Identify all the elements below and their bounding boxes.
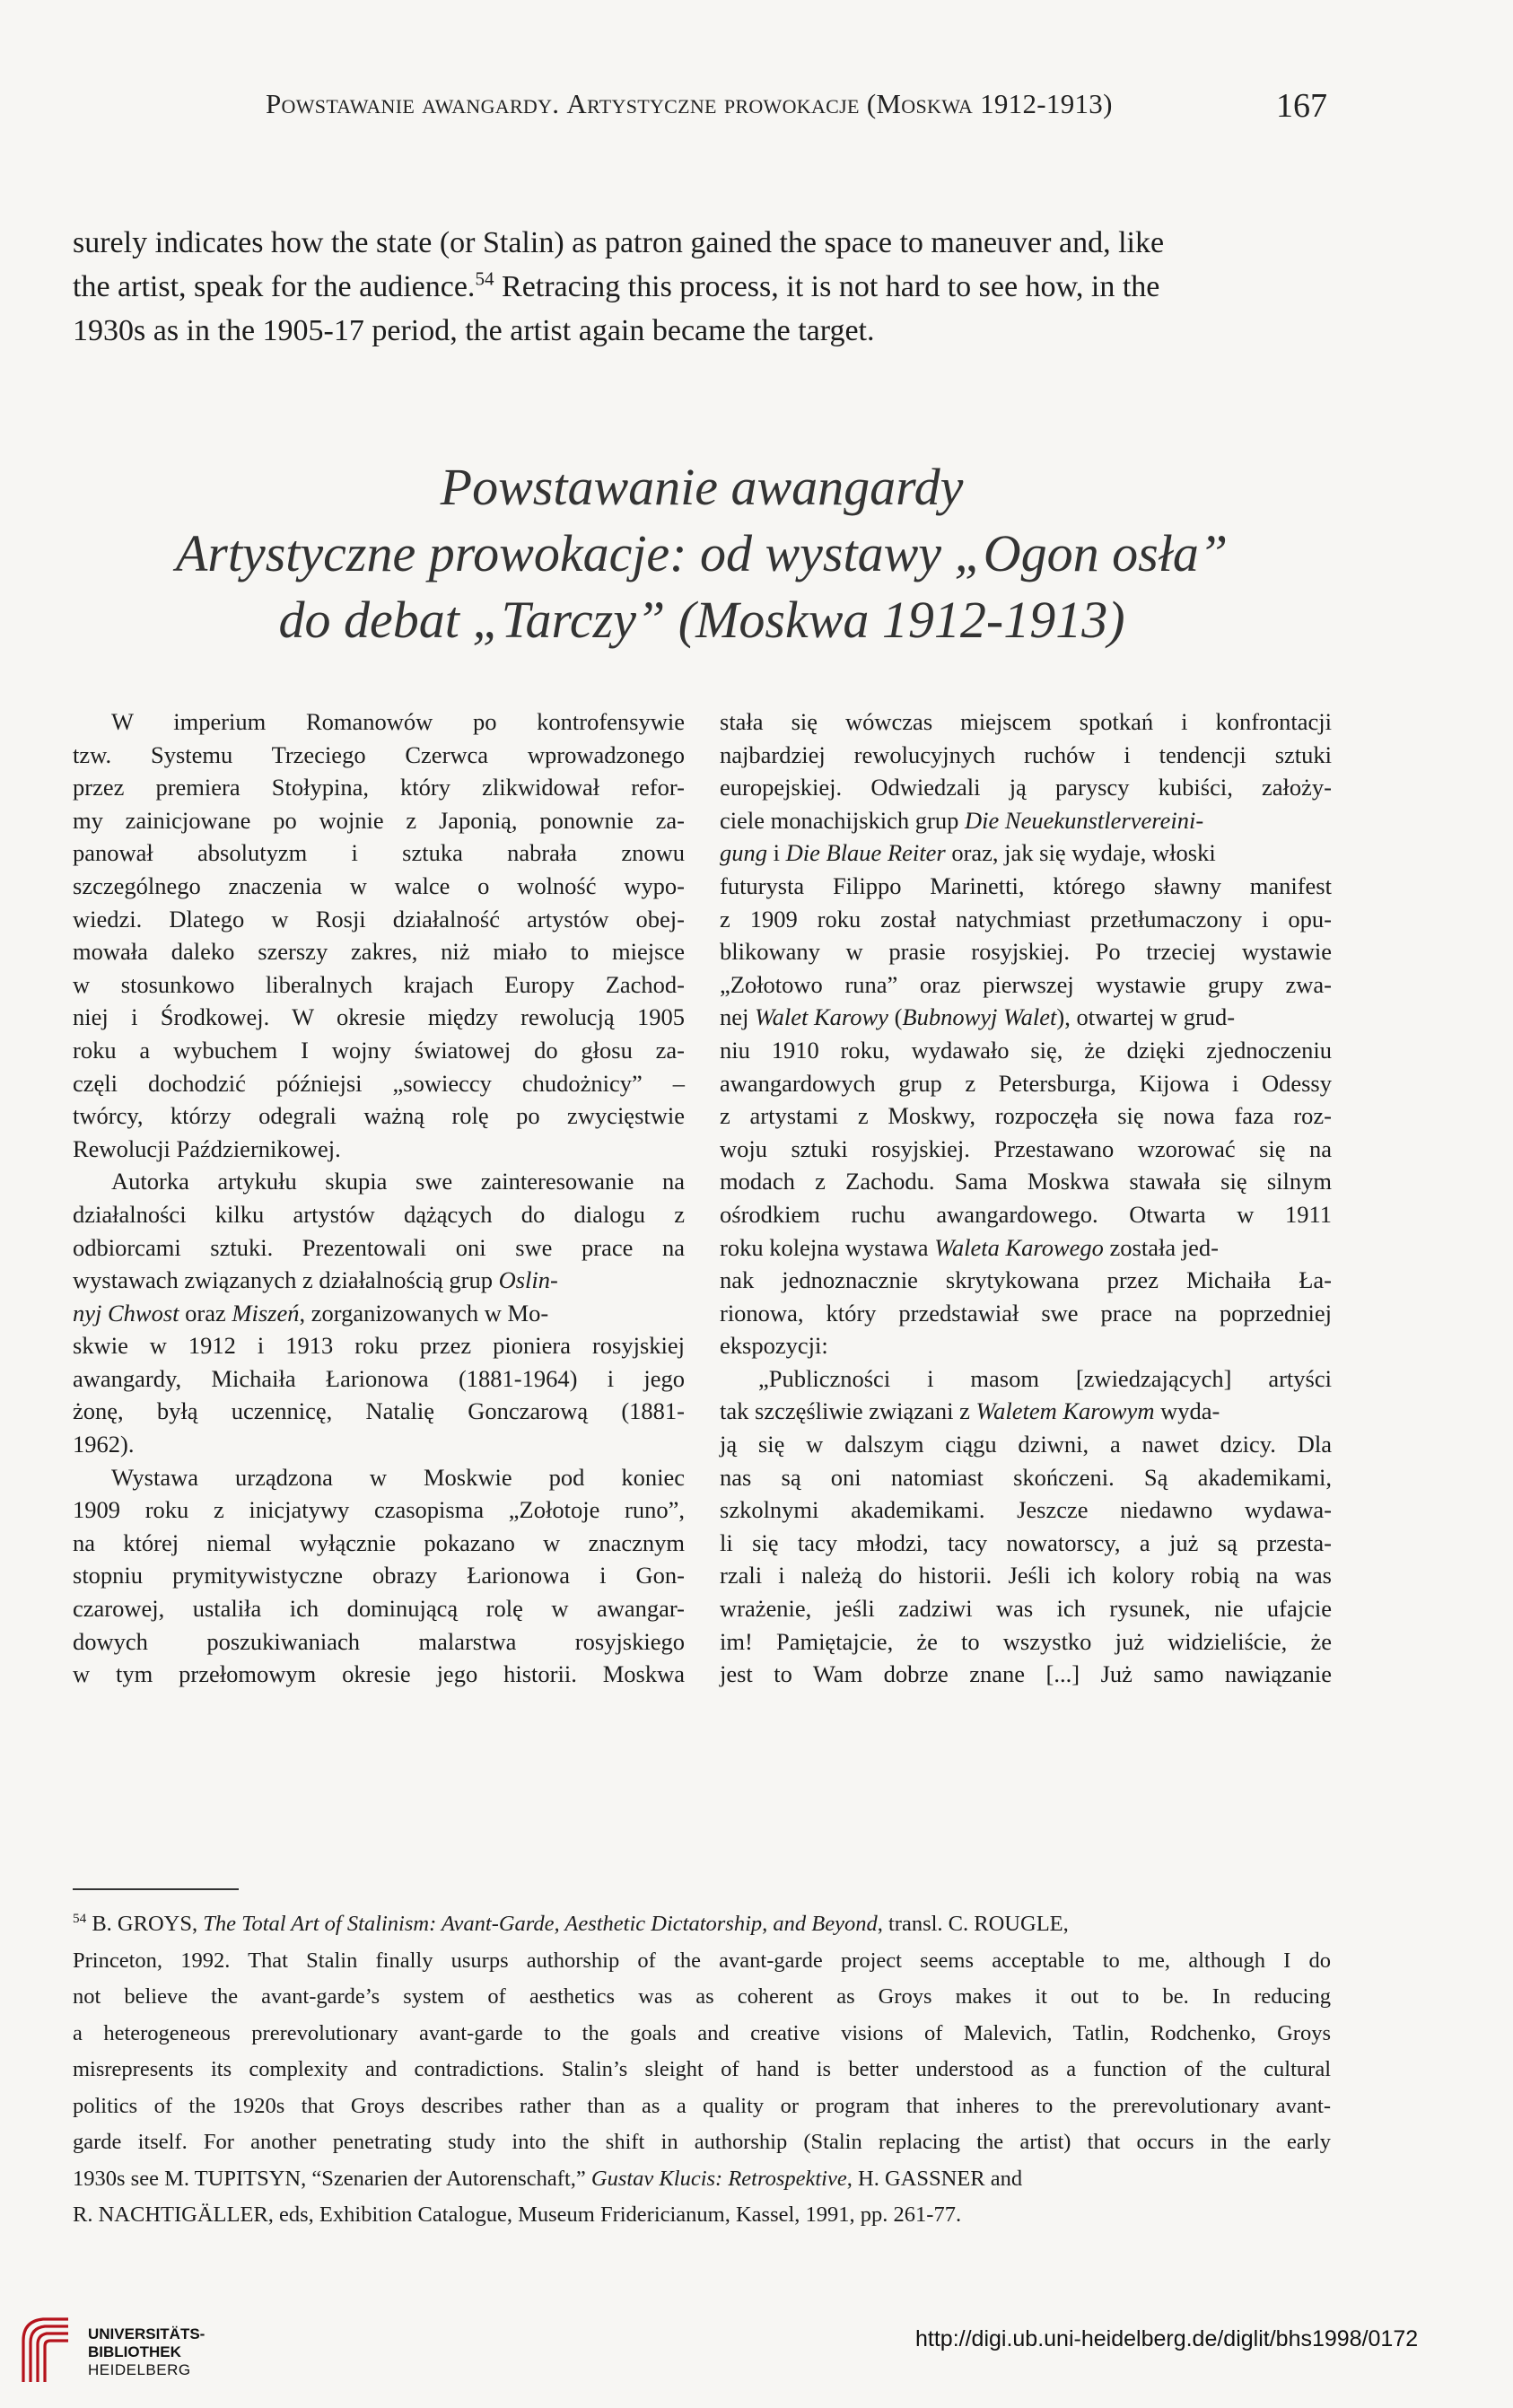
group-name-oslinyj-chwost-cont: nyj Chwost [73, 1299, 179, 1327]
text-line: działalności kilku artystów dążących do dialogu z [73, 1200, 685, 1228]
footnote-line: politics of the 1920s that Groys describes rather than as a quality or program that inheres to the prerevolutionary avant- [73, 2093, 1331, 2118]
footnote-number: 54 [73, 1910, 87, 1926]
text-line: częli dochodzić późniejsi „sowieccy chudożnicy” – [73, 1069, 685, 1097]
text-line: blikowany w prasie rosyjskiej. Po trzeciej wystawie [720, 938, 1332, 966]
text-run: oraz [179, 1299, 232, 1327]
text-line [720, 1231, 1332, 1265]
quote-line: rzali i należą do historii. Jeśli ich kolory robią na was [720, 1562, 1332, 1589]
lead-line-3: 1930s as in the 1905-17 period, the artist again became the target. [73, 314, 875, 347]
text-line [720, 1001, 1332, 1034]
text-line: szczególnego znaczenia w walce o wolność wypo- [73, 871, 685, 899]
footnote-line: a heterogeneous prerevolutionary avant-garde to the goals and creative visions of Malevich, Tatlin, Rodchenko, Groys [73, 2020, 1331, 2045]
text-run: oraz, jak się wydaje, włoski [945, 839, 1216, 867]
lead-line-2-start: the artist, speak for the audience. [73, 270, 476, 303]
quote-line: jest to Wam dobrze znane [...] Już samo nawiązanie [720, 1660, 1332, 1688]
group-name-blaue-reiter: Die Blaue Reiter [785, 839, 946, 867]
text-run: , transl. C. ROUGLE, [877, 1912, 1069, 1936]
footnote-line: garde itself. For another penetrating study into the shift in authorship (Stalin replacing the artist) that occurs in the early [73, 2130, 1331, 2154]
footnote-line: Princeton, 1992. That Stalin finally usurps authorship of the avant-garde project seems acceptable to me, although I do [73, 1948, 1331, 1973]
footnote-line [73, 2161, 1331, 2198]
text-line: ośrodkiem ruchu awangardowego. Otwarta w 1911 [720, 1200, 1332, 1228]
text-line [73, 1297, 685, 1330]
quote-line: wrażenie, jeśli zadziwi was ich rysunek, nie ufajcie [720, 1595, 1332, 1623]
right-column [720, 705, 1332, 1691]
text-run: ), otwartej w grud- [1056, 1003, 1236, 1031]
group-name-neuekunstler-cont: gung [720, 839, 767, 867]
text-line: dowych poszukiwaniach malarstwa rosyjskiego [73, 1627, 685, 1655]
text-line: stopniu prymitywistyczne obrazy Łarionowa i Gon- [73, 1562, 685, 1589]
lead-line-2 [73, 265, 1331, 309]
text-line: w tym przełomowym okresie jego historii. Moskwa [73, 1660, 685, 1688]
running-head-part2: Artystyczne prowokacje [566, 88, 860, 119]
text-run: roku kolejna wystawa [720, 1233, 935, 1261]
library-name-line-1: UNIVERSITÄTS- [88, 2325, 206, 2342]
group-name-miszen: Miszeń [232, 1299, 300, 1327]
text-run: wystawach związanych z działalnością grup [73, 1266, 499, 1294]
text-line: roku a wybuchem I wojny światowej do głosu za- [73, 1036, 685, 1064]
chapter-title-line-3: do debat „Tarczy” (Moskwa 1912-1913) [278, 591, 1125, 649]
text-line: europejskiej. Odwiedzali ją paryscy kubiści, założy- [720, 774, 1332, 801]
group-name-walet-karowy: Walet Karowy [755, 1003, 888, 1031]
text-run: została jed- [1103, 1233, 1219, 1261]
cited-title: The Total Art of Stalinism: Avant-Garde, Aesthetic Dictatorship, and Beyond [203, 1912, 878, 1936]
text-line: W imperium Romanowów po kontrofensywie [111, 708, 685, 735]
text-run: nej [720, 1003, 755, 1031]
text-line: najbardziej rewolucyjnych ruchów i tendencji sztuki [720, 740, 1332, 768]
chapter-title [73, 454, 1331, 653]
text-line: 1909 roku z inicjatywy czasopisma „Zołotoje runo”, [73, 1496, 685, 1524]
footnote-line: not believe the avant-garde’s system of aesthetics was as coherent as Groys makes it out to be. In reducing [73, 1984, 1331, 2009]
chapter-title-line-2: Artystyczne prowokacje: od wystawy „Ogon osła” [175, 524, 1229, 582]
text-line: twórcy, którzy odegrali ważną rolę po zwycięstwie [73, 1102, 685, 1130]
text-line: 1962). [73, 1431, 135, 1458]
footnote-divider [73, 1888, 239, 1890]
quote-line: li się tacy młodzi, tacy nowatorscy, a już są przesta- [720, 1528, 1332, 1556]
text-line: nak jednoznacznie skrytykowana przez Michaiła Ła- [720, 1266, 1332, 1294]
text-run: ciele monachijskich grup [720, 806, 966, 834]
footnote-54 [73, 1906, 1331, 2234]
quote-line: szkolnymi akademikami. Jeszcze niedawno wydawa- [720, 1496, 1332, 1524]
group-name-waleta-karowego: Waleta Karowego [934, 1233, 1104, 1261]
text-line: Autorka artykułu skupia swe zainteresowanie na [111, 1168, 685, 1195]
text-line: awangardy, Michaiła Łarionowa (1881-1964) i jego [73, 1364, 685, 1392]
quote-line: nas są oni natomiast skończeni. Są akademikami, [720, 1463, 1332, 1491]
text-line: ekspozycji: [720, 1332, 828, 1360]
text-line: stała się wówczas miejscem spotkań i konfrontacji [720, 708, 1332, 735]
source-url-link[interactable]: http://digi.ub.uni-heidelberg.de/diglit/bhs1998/0172 [915, 2326, 1419, 2351]
text-line: przez premiera Stołypina, który zlikwidował refor- [73, 774, 685, 801]
group-name-bubnowyj-walet: Bubnowyj Walet [902, 1003, 1057, 1031]
text-line: skwie w 1912 i 1913 roku przez pioniera rosyjskiej [73, 1332, 685, 1360]
text-line: z 1909 roku został natychmiast przetłumaczony i opu- [720, 905, 1332, 933]
text-line: żonę, byłą uczennicę, Natalię Gonczarową (1881- [73, 1397, 685, 1425]
text-line: wiedzi. Dlatego w Rosji działalność artystów obej- [73, 905, 685, 933]
footnote-line [73, 1906, 1331, 1943]
footnote-line: R. NACHTIGÄLLER, eds, Exhibition Catalogue, Museum Fridericianum, Kassel, 1991, pp. 261-77. [73, 2202, 962, 2227]
text-line: tzw. Systemu Trzeciego Czerwca wprowadzonego [73, 740, 685, 768]
text-line: awangardowych grup z Petersburga, Kijowa i Odessy [720, 1069, 1332, 1097]
footnote-ref[interactable]: 54 [475, 267, 494, 290]
group-name-waletem-karowym: Waletem Karowym [975, 1397, 1155, 1425]
text-run: , H. GASSNER and [846, 2166, 1023, 2191]
text-line: „Zołotowo runa” oraz pierwszej wystawie grupy zwa- [720, 970, 1332, 998]
text-line: niej i Środkowej. W okresie między rewolucją 1905 [73, 1003, 685, 1031]
page-number: 167 [1276, 87, 1327, 125]
text-line: niu 1910 roku, wydawało się, że dzięki zjednoczeniu [720, 1036, 1332, 1064]
text-line: odbiorcami sztuki. Prezentowali oni swe prace na [73, 1233, 685, 1261]
text-run: 1930s see M. TUPITSYN, “Szenarien der Autorenschaft,” [73, 2166, 591, 2191]
running-head-part3: (Moskwa 1912-1913) [866, 88, 1113, 119]
text-line: my zainicjowane po wojnie z Japonią, ponownie za- [73, 806, 685, 834]
text-line [720, 804, 1332, 837]
group-name-neuekunstler: Die Neuekunstlervereini- [965, 806, 1204, 834]
text-line [73, 1264, 685, 1297]
lead-line-1: surely indicates how the state (or Stalin) as patron gained the space to maneuver and, like [73, 226, 1165, 259]
text-line: modach z Zachodu. Sama Moskwa stawała się silnym [720, 1168, 1332, 1195]
footnote-line: misrepresents its complexity and contradictions. Stalin’s sleight of hand is better understood as a function of the cultural [73, 2057, 1331, 2081]
text-line: Wystawa urządzona w Moskwie pod koniec [111, 1463, 685, 1491]
cited-title: Gustav Klucis: Retrospektive [590, 2166, 847, 2191]
text-run: tak szczęśliwie związani z [720, 1397, 976, 1425]
quote-line: „Publiczności i masom [zwiedzających] artyści [758, 1364, 1332, 1392]
text-line: mowała daleko szerszy zakres, niż miało to miejsce [73, 938, 685, 966]
text-run: , zorganizowanych w Mo- [299, 1299, 549, 1327]
running-head [266, 88, 1163, 120]
text-line: futurysta Filippo Marinetti, którego sławny manifest [720, 871, 1332, 899]
text-line: Rewolucji Październikowej. [73, 1134, 341, 1162]
library-name-line-2: BIBLIOTHEK [88, 2343, 181, 2360]
text-line [720, 836, 1332, 870]
university-library-logo-icon [18, 2314, 74, 2387]
library-name [88, 2325, 205, 2379]
library-name-line-3: HEIDELBERG [88, 2361, 191, 2378]
text-run: B. GROYS, [86, 1912, 204, 1936]
quote-line: ją się w dalszym ciągu dziwni, a nawet dzicy. Dla [720, 1431, 1332, 1458]
quote-line: im! Pamiętajcie, że to wszystko już widzieliście, że [720, 1627, 1332, 1655]
left-column [73, 705, 685, 1691]
text-run: ( [888, 1003, 903, 1031]
running-head-part1: Powstawanie awangardy. [266, 88, 560, 119]
text-line: woju sztuki rosyjskiej. Przestawano wzorować się na [720, 1134, 1332, 1162]
text-line: panował absolutyzm i sztuka nabrała znowu [73, 839, 685, 867]
text-run: i [767, 839, 786, 867]
text-run: wyda- [1154, 1397, 1220, 1425]
chapter-title-line-1: Powstawanie awangardy [440, 458, 964, 516]
lead-line-2-rest: Retracing this process, it is not hard to see how, in the [494, 270, 1160, 303]
text-line: rionowa, który przedstawiał swe prace na poprzedniej [720, 1299, 1332, 1327]
text-line: z artystami z Moskwy, rozpoczęła się nowa faza roz- [720, 1102, 1332, 1130]
lead-paragraph [73, 221, 1331, 353]
text-line: w stosunkowo liberalnych krajach Europy Zachod- [73, 970, 685, 998]
quote-line [720, 1395, 1332, 1428]
text-line: czarowej, ustaliła ich dominującą rolę w awangar- [73, 1595, 685, 1623]
group-name-oslinyj-chwost: Oslin- [498, 1266, 558, 1294]
text-line: na której niemal wyłącznie pokazano w znacznym [73, 1528, 685, 1556]
